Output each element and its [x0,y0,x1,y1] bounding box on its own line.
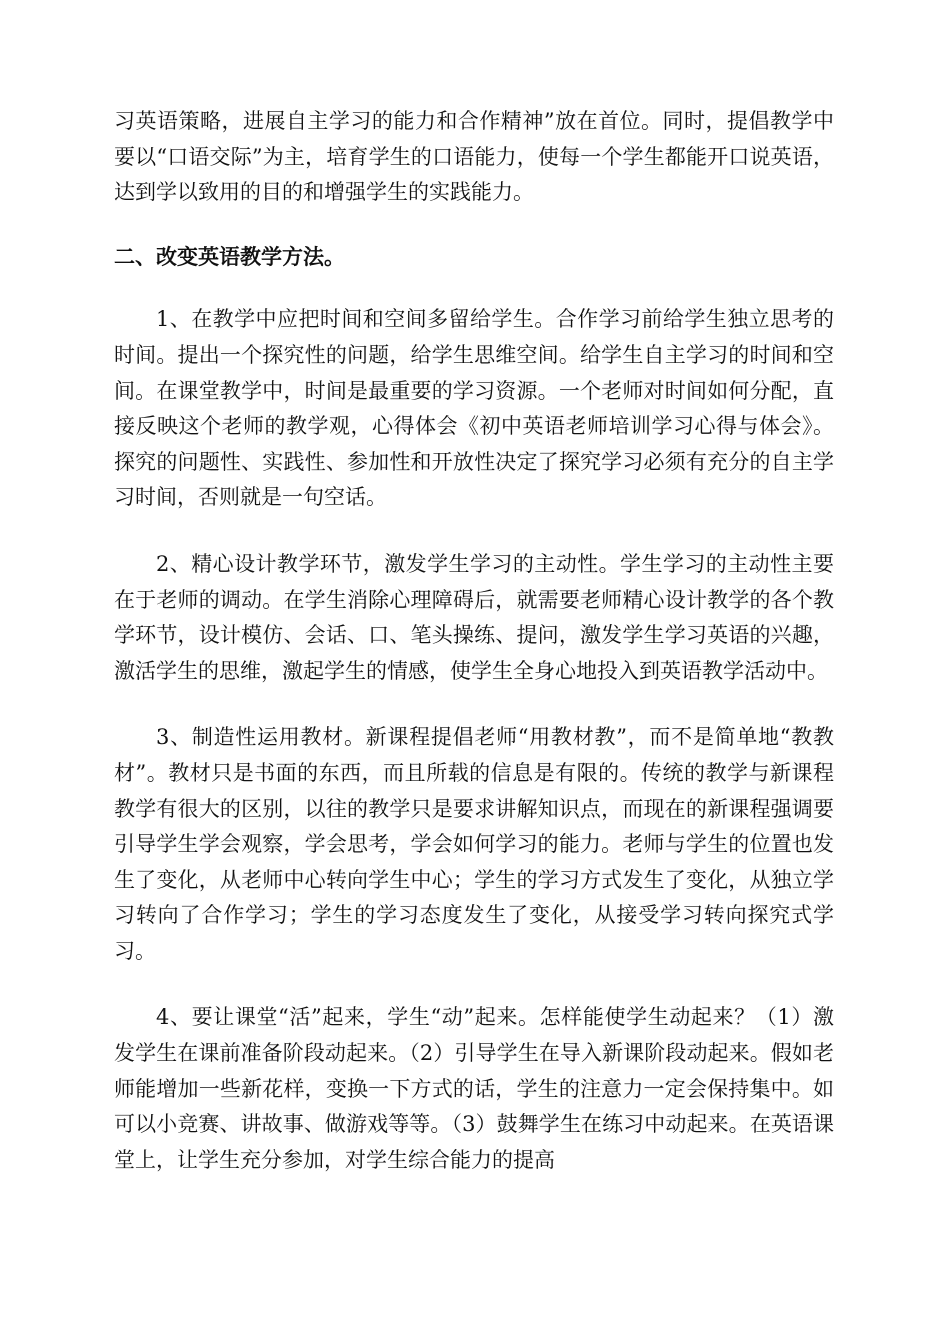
paragraph-continuation: 习英语策略，进展自主学习的能力和合作精神”放在首位。同时，提倡教学中要以“口语交际”为主，培育学生的口语能力，使每一个学生都能开口说英语，达到学以致用的目的和增强学生的实践能力。 [114,109,834,205]
paragraph-point-3: 3、制造性运用教材。新课程提倡老师“用教材教”，而不是简单地“教教材”。教材只是书面的东西，而且所载的信息是有限的。传统的教学与新课程教学有很大的区别，以往的教学只是要求讲解知识点，而现在的新课程强调要引导学生学会观察，学会思考，学会如何学习的能力。老师与学生的位置也发生了变化，从老师中心转向学生中心；学生的学习方式发生了变化，从独立学习转向了合作学习；学生的学习态度发生了变化，从接受学习转向探究式学习。 [114,725,834,963]
section-heading: 二、改变英语教学方法。 [114,243,345,269]
paragraph-point-4: 4、要让课堂“活”起来，学生“动”起来。怎样能使学生动起来？（1）激发学生在课前准备阶段动起来。（2）引导学生在导入新课阶段动起来。假如老师能增加一些新花样，变换一下方式的话，学生的注意力一定会保持集中。如可以小竞赛、讲故事、做游戏等等。（3）鼓舞学生在练习中动起来。在英语课堂上，让学生充分参加，对学生综合能力的提高 [114,1005,834,1172]
paragraph-point-1: 1、在教学中应把时间和空间多留给学生。合作学习前给学生独立思考的时间。提出一个探究性的问题，给学生思维空间。给学生自主学习的时间和空间。在课堂教学中，时间是最重要的学习资源。一个老师对时间如何分配，直接反映这个老师的教学观，心得体会《初中英语老师培训学习心得与体会》。探究的问题性、实践性、参加性和开放性决定了探究学习必须有充分的自主学习时间，否则就是一句空话。 [114,307,834,510]
paragraph-point-2: 2、精心设计教学环节，激发学生学习的主动性。学生学习的主动性主要在于老师的调动。在学生消除心理障碍后，就需要老师精心设计教学的各个教学环节，设计模仿、会话、口、笔头操练、提问，激发学生学习英语的兴趣，激活学生的思维，激起学生的情感，使学生全身心地投入到英语教学活动中。 [114,551,834,683]
document-body [114,104,834,1178]
